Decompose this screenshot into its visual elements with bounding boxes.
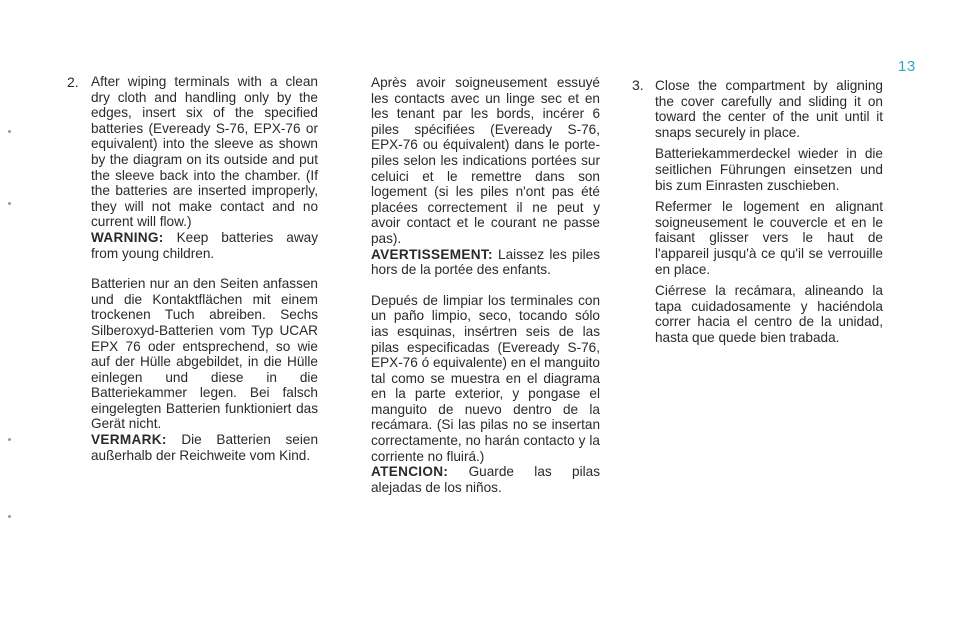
column-1	[91, 74, 318, 463]
margin-mark	[8, 202, 11, 205]
warning-text: Guarde las pilas alejadas de los niños.	[371, 464, 601, 495]
page-number: 13	[898, 58, 916, 75]
instruction-german: Batterien nur an den Seiten anfassen und die Kontaktflächen mit einem trockenen Tuch abreiben. Sechs Silberoxyd-Batterien vom Typ UCAR EPX 76 oder entsprechend, so wie auf der Hülle abgebildet, in die Hülle einlegen und diese in die Batteriekammer legen. Bei falsch eingelegten Batterien funktioniert das Gerät nicht.	[91, 276, 318, 432]
warning-text: Die Batterien seien außerhalb der Reichweite vom Kind.	[91, 432, 319, 463]
instruction-english: After wiping terminals with a clean dry cloth and handling only by the edges, insert six of the specified batteries (Eveready S-76, EPX-76 or equivalent) into the sleeve as shown by the diagram on its outside and put the sleeve back into the chamber. (If the batteries are inserted improperly, they will not make contact and no current will flow.)	[91, 74, 318, 230]
warning-label: ATENCION:	[371, 464, 449, 480]
step-number-3: 3.	[632, 77, 644, 93]
warning-label: WARNING:	[91, 229, 164, 245]
warning-label: AVERTISSEMENT:	[371, 246, 493, 262]
warning-label: VERMARK:	[91, 432, 167, 448]
warning-french	[371, 247, 600, 278]
step-number-2: 2.	[67, 74, 79, 90]
instruction-spanish: Depués de limpiar los terminales con un paño limpio, seco, tocando sólo ias esquinas, insértren seis de las pilas especificadas (Eveready S-76, EPX-76 ó equivalente) en el manguito tal como se muestra en el diagrama en la parte exterior, y pongase el manguito de nuevo dentro de la recámara. (Si las pilas no se insertan correctamente, no harán contacto y la corriente no fluirá.)	[371, 292, 600, 464]
warning-english	[91, 230, 318, 261]
warning-german	[91, 432, 318, 463]
warning-text: Keep batteries away from young children.	[91, 229, 318, 261]
instruction-german: Batteriekammerdeckel wieder in die seitlichen Führungen einsetzen und bis zum Einrasten zuschieben.	[655, 146, 883, 193]
margin-mark	[8, 438, 11, 441]
column-3	[655, 78, 883, 346]
margin-mark	[8, 515, 11, 518]
warning-spanish	[371, 464, 600, 495]
column-2	[371, 75, 600, 495]
instruction-french: Refermer le logement en alignant soigneusement le couvercle et en le faisant glisser vers le haut de l'appareil jusqu'à ce qu'il se verrouille en place.	[655, 199, 883, 277]
warning-text: Laissez les piles hors de la portée des enfants.	[371, 246, 600, 278]
instruction-english: Close the compartment by aligning the cover carefully and sliding it on toward the center of the unit until it snaps securely in place.	[655, 78, 883, 140]
instruction-french: Après avoir soigneusement essuyé les contacts avec un linge sec et en les tenant par les bords, incérer 6 piles spécifiées (Eveready S-76, EPX-76 ou équivalent) dans le porte-piles selon les indications portées sur celuici et le remettre dans son logement (si les piles n'ont pas été placées correctement il ne peut y avoir contact et le courant ne passe pas).	[371, 75, 600, 246]
margin-mark	[8, 130, 11, 133]
instruction-spanish: Ciérrese la recámara, alineando la tapa cuidadosamente y haciéndola correr hacia el centro de la unidad, hasta que quede bien trabada.	[655, 283, 883, 345]
